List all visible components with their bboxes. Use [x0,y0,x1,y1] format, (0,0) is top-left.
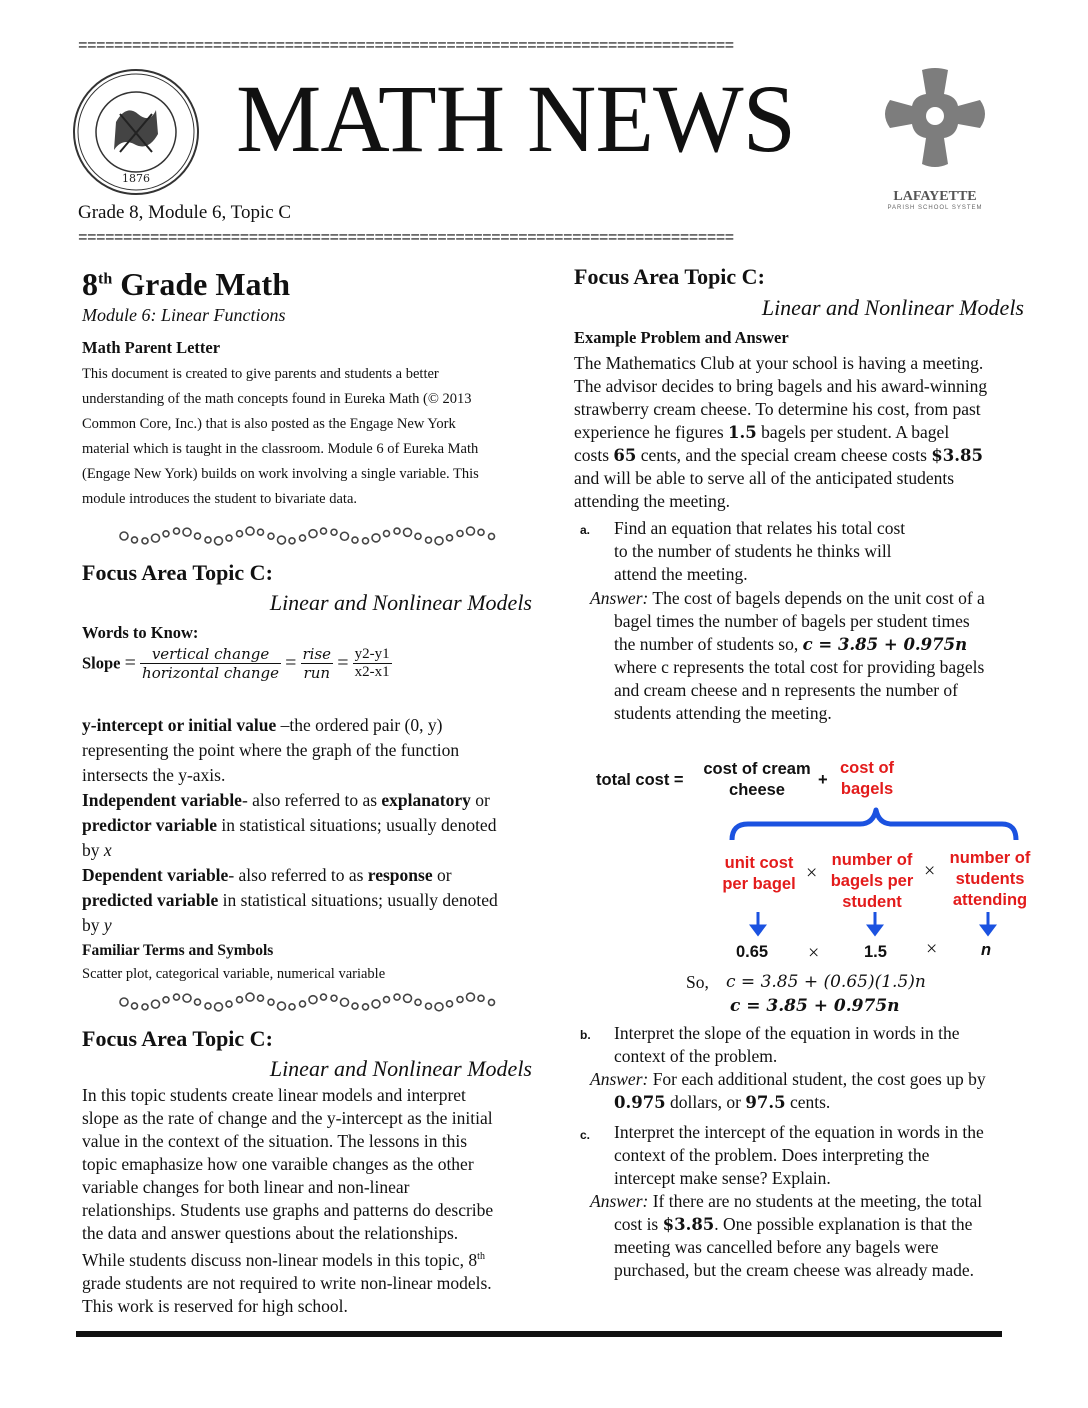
focus-area-1-title: Focus Area Topic C: [82,560,273,585]
familiar-terms-label: Familiar Terms and Symbols [82,942,274,959]
part-a-answer: Answer: The cost of bagels depends on the unit cost of a bagel times the number of bagels per student times the number of students so, c = 3.85 + 0.975n where c represents the total cost for providing bagels and cream cheese and n represents the number of students attending the meeting. [590,588,985,723]
parent-letter-label: Math Parent Letter [82,338,221,357]
bagels-per-student-label: number of bagels per student [830,851,914,911]
part-a-question: Find an equation that relates his total cost to the number of students he thinks will attend the meeting. [614,518,906,584]
words-to-know-label: Words to Know: [82,623,199,642]
right-focus-subtitle: Linear and Nonlinear Models [761,295,1024,320]
example-label: Example Problem and Answer [574,328,789,347]
cost-breakdown-diagram [590,752,1050,968]
bagels-cost-label: cost of bagels [839,759,895,798]
focus-area-2-body: In this topic students create linear models and interpret slope as the rate of change and the y-intercept as the initial value in the context of the situation. The lessons in this topic emaphasize how one varaible changes as the other variable changes for both linear and non-linear relationships. Students use graphs and patterns do describe the data and answer questions about the relationships. While students discuss non-linear models in this topic, 8th grade students are not required to write non-linear models. This work is reserved for high school. [82,1085,494,1316]
part-c-marker: c. [580,1128,591,1142]
top-rule: ========================================================================= [78,38,734,54]
definitions: y-intercept or initial value –the ordered pair (0, y) representing the point where the graph of the function intersects the y-axis. Independent variable- also referred to as explanatory or predictor variable in statistical situations; usually denoted by x Dependent variable- also referred to as response or predicted variable in statistical situations; usually denoted by y [82,715,498,935]
value-students: n [981,941,992,959]
page-title: 8th Grade Math [82,266,290,302]
times-sign-1: × [806,862,818,884]
familiar-terms: Scatter plot, categorical variable, numerical variable [82,966,386,982]
right-focus-title: Focus Area Topic C: [574,264,765,289]
part-c-question: Interpret the intercept of the equation in words in the context of the problem. Does interpreting the intercept make sense? Explain. [614,1122,984,1188]
unit-cost-label: unit cost per bagel [722,854,796,893]
masthead-title: MATH NEWS [236,65,795,172]
lafayette-tagline: PARISH SCHOOL SYSTEM [887,205,983,211]
part-b-question: Interpret the slope of the equation in words in the context of the problem. [614,1023,960,1066]
lafayette-name: LAFAYETTE [893,189,977,204]
times-sign-3: × [808,942,820,964]
focus-area-1-subtitle: Linear and Nonlinear Models [269,590,532,615]
times-sign-2: × [924,860,936,882]
so-equation-2: c = 3.85 + 0.975n [730,996,900,1016]
cream-cheese-label: cost of cream cheese [703,760,811,799]
so-equation-1: c = 3.85 + (0.65)(1.5)n [726,972,926,992]
times-sign-4: × [926,938,938,960]
part-b-answer: Answer: For each additional student, the cost goes up by 0.975 dollars, or 97.5 cents. [590,1069,986,1112]
header-rule: ========================================================================= [78,230,734,246]
part-b-marker: b. [580,1028,591,1042]
decorative-divider-2 [118,990,498,1014]
part-c-answer: Answer: If there are no students at the meeting, the total cost is $3.85. One possible explanation is that the meeting was cancelled before any bagels were purchased, but the cream cheese was already made. [590,1191,983,1280]
value-bagels-per-student: 1.5 [864,943,887,961]
decorative-divider-1 [118,524,498,548]
slope-formula: Slope = $\frac{\text{vertical change}}{\text{horizontal change}}$ = $\frac{\text{rise}}{\text{run}}$ = $\frac{y2-y1}{x2-x1}$ [82,645,390,682]
students-attending-label: number of students attending [949,849,1031,909]
example-intro: The Mathematics Club at your school is having a meeting. The advisor decides to bring bagels and his award-winning strawberry cream cheese. To determine his cost, from past experience he figures 1.5 bagels per student. A bagel costs 65 cents, and the special cream cheese costs $3.85 and will be able to serve all of the anticipated students attending the meeting. [574,353,988,511]
parent-letter-text: This document is created to give parents and students a better understanding of the math concepts found in Eureka Math (© 2013 Common Core, Inc.) that is also posted as the Engage New York material which is taught in the classroom. Module 6 of Eureka Math (Engage New York) builds on work involving a single variable. This module introduces the student to bivariate data. [82,366,479,507]
focus-area-2-subtitle: Linear and Nonlinear Models [269,1056,532,1081]
focus-area-2-title: Focus Area Topic C: [82,1026,273,1051]
module-name: Module 6: Linear Functions [82,305,286,325]
plus-sign: + [818,771,828,789]
lafayette-logo [872,66,998,211]
bottom-rule [76,1331,1002,1337]
so-label: So, [686,972,709,992]
part-a-marker: a. [580,523,591,537]
school-board-seal [68,64,204,200]
issue-subtitle: Grade 8, Module 6, Topic C [78,202,292,223]
total-cost-label: total cost = [596,771,684,789]
seal-year: 1876 [122,172,150,185]
value-unit-cost: 0.65 [736,943,769,961]
